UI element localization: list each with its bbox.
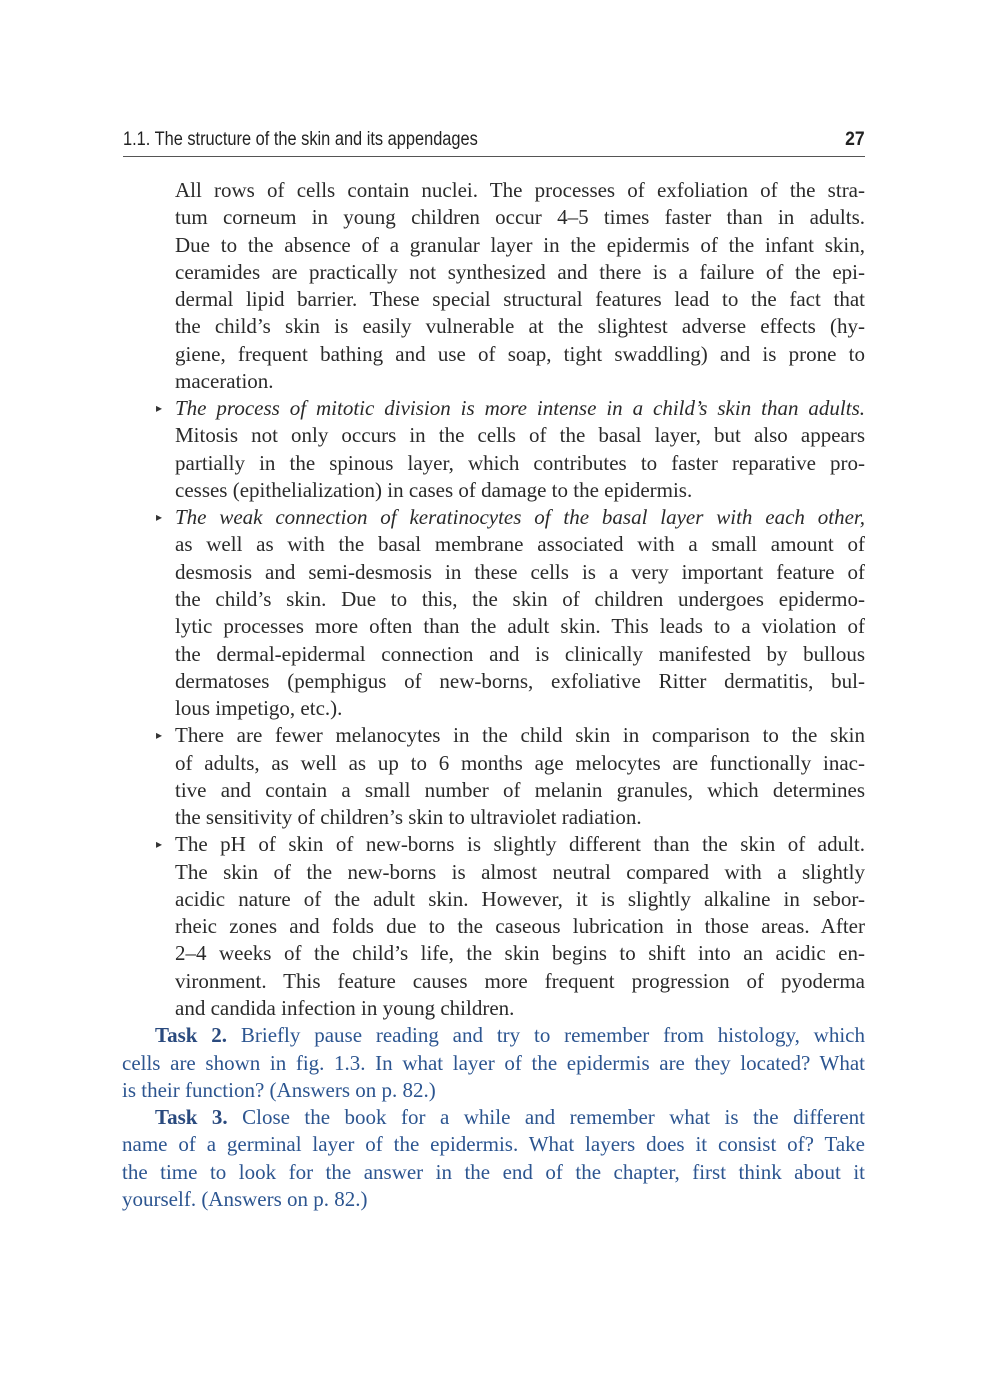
bullet-triangle-icon: ▸	[156, 728, 163, 743]
line-text: the child’s skin is easily vulnerable at the slightest adverse effects (hy-	[175, 314, 865, 339]
text-line	[175, 913, 865, 940]
text-line	[175, 341, 865, 368]
bullet-item	[0, 504, 1000, 722]
text-line	[175, 777, 865, 804]
bullet-triangle-icon: ▸	[156, 401, 163, 416]
text-line	[156, 831, 865, 858]
line-text: and candida infection in young children.	[175, 995, 515, 1020]
line-text: The weak connection of keratinocytes of the basal layer with each other,	[175, 505, 865, 530]
text-line	[175, 259, 865, 286]
line-text: Close the book for a while and remember what is the different	[242, 1105, 865, 1130]
text-line	[175, 313, 865, 340]
bullet-triangle-icon: ▸	[156, 837, 163, 852]
line-text: There are fewer melanocytes in the child skin in comparison to the skin	[175, 723, 865, 748]
line-text: vironment. This feature causes more frequent progression of pyoderma	[175, 968, 865, 993]
line-text: Briefly pause reading and try to remember from histology, which	[240, 1023, 866, 1048]
task-label: Task 3.	[155, 1105, 228, 1130]
line-text: ceramides are practically not synthesized and there is a failure of the epi-	[175, 259, 865, 284]
line-text: The process of mitotic division is more intense in a child’s skin than adults.	[175, 396, 865, 421]
line-text: tive and contain a small number of melanin granules, which determines	[175, 777, 865, 802]
text-line	[175, 232, 865, 259]
task-block	[0, 1104, 1000, 1213]
line-text: is their function? (Answers on p. 82.)	[122, 1077, 436, 1102]
line-text: dermatoses (pemphigus of new-borns, exfoliative Ritter dermatitis, bul-	[175, 668, 865, 693]
line-text: yourself. (Answers on p. 82.)	[122, 1186, 368, 1211]
line-text: of adults, as well as up to 6 months age melocytes are functionally inac-	[175, 750, 865, 775]
text-line	[175, 477, 865, 504]
line-text: lous impetigo, etc.).	[175, 696, 343, 721]
line-text: the sensitivity of children’s skin to ultraviolet radiation.	[175, 805, 642, 830]
bullet-item	[0, 395, 1000, 504]
text-line	[122, 1131, 865, 1158]
text-line	[175, 586, 865, 613]
paragraph	[0, 177, 1000, 395]
line-text: cesses (epithelialization) in cases of damage to the epidermis.	[175, 477, 693, 502]
line-text: dermal lipid barrier. These special structural features lead to the fact that	[175, 287, 865, 312]
text-line	[175, 641, 865, 668]
line-text: cells are shown in fig. 1.3. In what layer of the epidermis are they located? What	[122, 1050, 865, 1075]
text-line	[175, 286, 865, 313]
page-number: 27	[845, 128, 865, 150]
text-line	[122, 1186, 865, 1213]
line-text: The pH of skin of new-borns is slightly different than the skin of adult.	[175, 832, 865, 857]
text-line	[175, 368, 865, 395]
text-line	[175, 968, 865, 995]
text-line	[156, 504, 865, 531]
line-text: partially in the spinous layer, which contributes to faster reparative pro-	[175, 450, 865, 475]
page-body	[0, 177, 1000, 1213]
bullet-item	[0, 831, 1000, 1022]
line-text: giene, frequent bathing and use of soap, tight swaddling) and is prone to	[175, 341, 865, 366]
text-line	[175, 450, 865, 477]
line-text: The skin of the new-borns is almost neutral compared with a slightly	[175, 859, 865, 884]
line-text: the dermal-epidermal connection and is clinically manifested by bullous	[175, 641, 865, 666]
line-text: lytic processes more often than the adult skin. This leads to a violation of	[175, 614, 865, 639]
text-line	[175, 695, 865, 722]
text-line	[175, 531, 865, 558]
bullet-item	[0, 722, 1000, 831]
text-line	[175, 559, 865, 586]
text-line	[175, 886, 865, 913]
text-line	[175, 668, 865, 695]
line-text: the time to look for the answer in the end of the chapter, first think about it	[122, 1159, 865, 1184]
text-line	[122, 1077, 865, 1104]
text-line	[175, 804, 865, 831]
line-text: rheic zones and folds due to the caseous lubrication in those areas. After	[175, 914, 865, 939]
text-line	[175, 940, 865, 967]
text-line	[175, 204, 865, 231]
text-line	[175, 750, 865, 777]
line-text: All rows of cells contain nuclei. The processes of exfoliation of the stra-	[175, 178, 865, 202]
text-line	[175, 613, 865, 640]
task-label: Task 2.	[155, 1023, 228, 1048]
line-text: acidic nature of the adult skin. However, it is slightly alkaline in sebor-	[175, 886, 865, 911]
text-line	[122, 1050, 865, 1077]
bullet-triangle-icon: ▸	[156, 510, 163, 525]
text-line	[156, 722, 865, 749]
text-line	[156, 395, 865, 422]
running-header	[123, 126, 865, 157]
task-block	[0, 1022, 1000, 1104]
text-line	[155, 1022, 865, 1049]
text-line	[155, 1104, 865, 1131]
text-line	[122, 1159, 865, 1186]
chapter-title: 1.1. The structure of the skin and its appendages	[123, 128, 478, 150]
line-text: Due to the absence of a granular layer in the epidermis of the infant skin,	[175, 232, 865, 257]
text-line	[175, 177, 865, 204]
text-line	[175, 422, 865, 449]
text-line	[175, 859, 865, 886]
line-text: maceration.	[175, 368, 274, 393]
line-text: 2–4 weeks of the child’s life, the skin begins to shift into an acidic en-	[175, 941, 865, 966]
line-text: Mitosis not only occurs in the cells of the basal layer, but also appears	[175, 423, 865, 448]
line-text: name of a germinal layer of the epidermis. What layers does it consist of? Take	[122, 1132, 865, 1157]
line-text: tum corneum in young children occur 4–5 times faster than in adults.	[175, 205, 865, 230]
line-text: desmosis and semi-desmosis in these cells is a very important feature of	[175, 559, 865, 584]
text-line	[175, 995, 865, 1022]
line-text: the child’s skin. Due to this, the skin of children undergoes epidermo-	[175, 586, 865, 611]
line-text: as well as with the basal membrane associated with a small amount of	[175, 532, 865, 557]
